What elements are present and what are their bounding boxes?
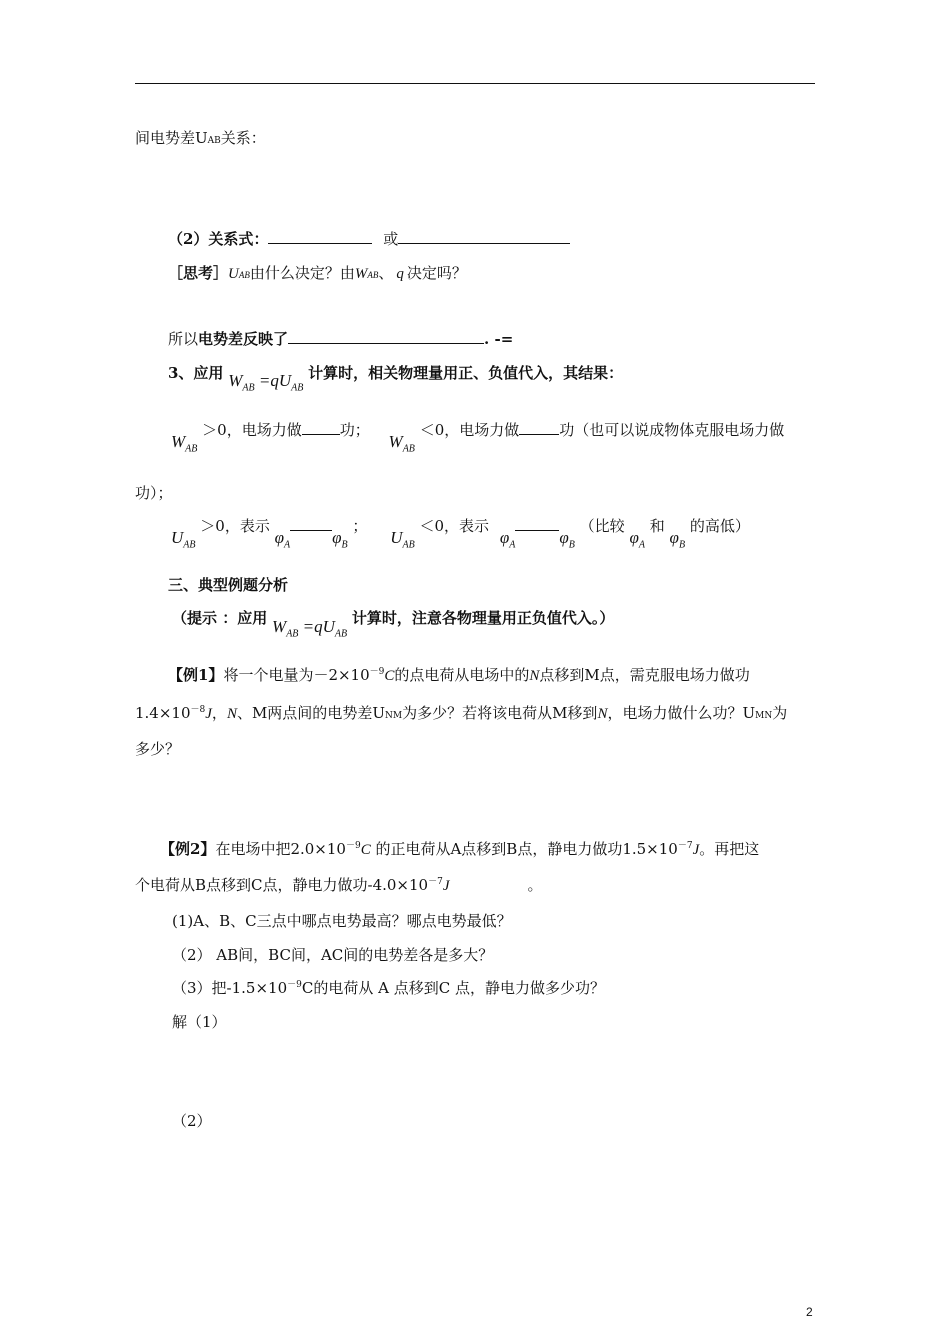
w-neg-blank[interactable] xyxy=(519,420,559,435)
apply-line: 3、应用 $W_{AB} =qU_{AB}$ 计算时，相关物理量用正、负值代入，其结果： xyxy=(168,364,624,394)
reflect-line: 所以电势差反映了 . -= xyxy=(168,330,514,348)
example-1-line-2: $1.4\times 10^{-8}J$，N、M两点间的电势差UNM为多少？若将该电荷从M移到N，电场力做什么功？UMN为 xyxy=(135,704,788,722)
apply-formula: $W_{AB} =qU_{AB}$ xyxy=(228,371,304,394)
relation-blank-2[interactable] xyxy=(398,229,570,244)
w-sign-continued: 功）； xyxy=(135,484,173,502)
relation-blank-1[interactable] xyxy=(268,229,372,244)
example-1-line-3: 多少？ xyxy=(135,740,181,758)
w-pos-blank[interactable] xyxy=(302,420,340,435)
w-sign-line: $W_{AB} >0$，电场力做 功； $W_{AB} <0$，电场力做 功（也可以说成物体克服电场力做 xyxy=(171,421,785,455)
example-2-line-1: 【例2】在电场中把$2.0\times 10^{-9}C$ 的正电荷从A点移到B点，静电力做功$1.5\times 10^{-7}J$。再把这 xyxy=(160,840,760,858)
example-2-question-3: （3）把$-1.5\times 10^{-9}C$的电荷从 A 点移到C 点，静电力做多少功？ xyxy=(172,979,605,997)
page-number: 2 xyxy=(806,1305,813,1319)
solution-2: （2） xyxy=(172,1112,212,1130)
hint-line: （提示 ：应用 $W_{AB} =qU_{AB}$ 计算时，注意各物理量用正负值代入。） xyxy=(172,609,615,640)
header-rule xyxy=(135,83,815,84)
intro-line: 间电势差UAB关系： xyxy=(135,129,266,147)
example-2-question-1: (1)A、B、C三点中哪点电势最高？哪点电势最低？ xyxy=(172,912,512,930)
reflect-blank[interactable] xyxy=(288,329,484,344)
think-line: ［思考］UAB由什么决定？由WAB、 q 决定吗？ xyxy=(168,264,467,282)
example-2-question-2: （2） AB间，BC间，AC间的电势差各是多大？ xyxy=(172,946,494,964)
u-neg-blank[interactable] xyxy=(515,516,559,531)
solution-1: 解（1） xyxy=(172,1013,227,1031)
u-pos-blank[interactable] xyxy=(290,516,332,531)
relation-line: （2）关系式： 或 xyxy=(168,228,570,249)
u-sign-line: $U_{AB} >0$，表示 $\varphi_A$ $\varphi_B$ ； $U_{AB} <0$，表示 $\varphi_A$ $\varphi_B$ （比较 $\varphi_A$ 和 $\varphi_B$ 的高低） xyxy=(171,517,750,551)
section-title: 三、典型例题分析 xyxy=(168,576,289,594)
example-1-line-1: 【例1】将一个电量为$-2\times 10^{-9}C$的点电荷从电场中的N点移到M点，需克服电场力做功 xyxy=(168,666,750,684)
example-2-line-2: 个电荷从B点移到C点，静电力做功$-4.0\times 10^{-7}J$ 。 xyxy=(135,876,543,894)
